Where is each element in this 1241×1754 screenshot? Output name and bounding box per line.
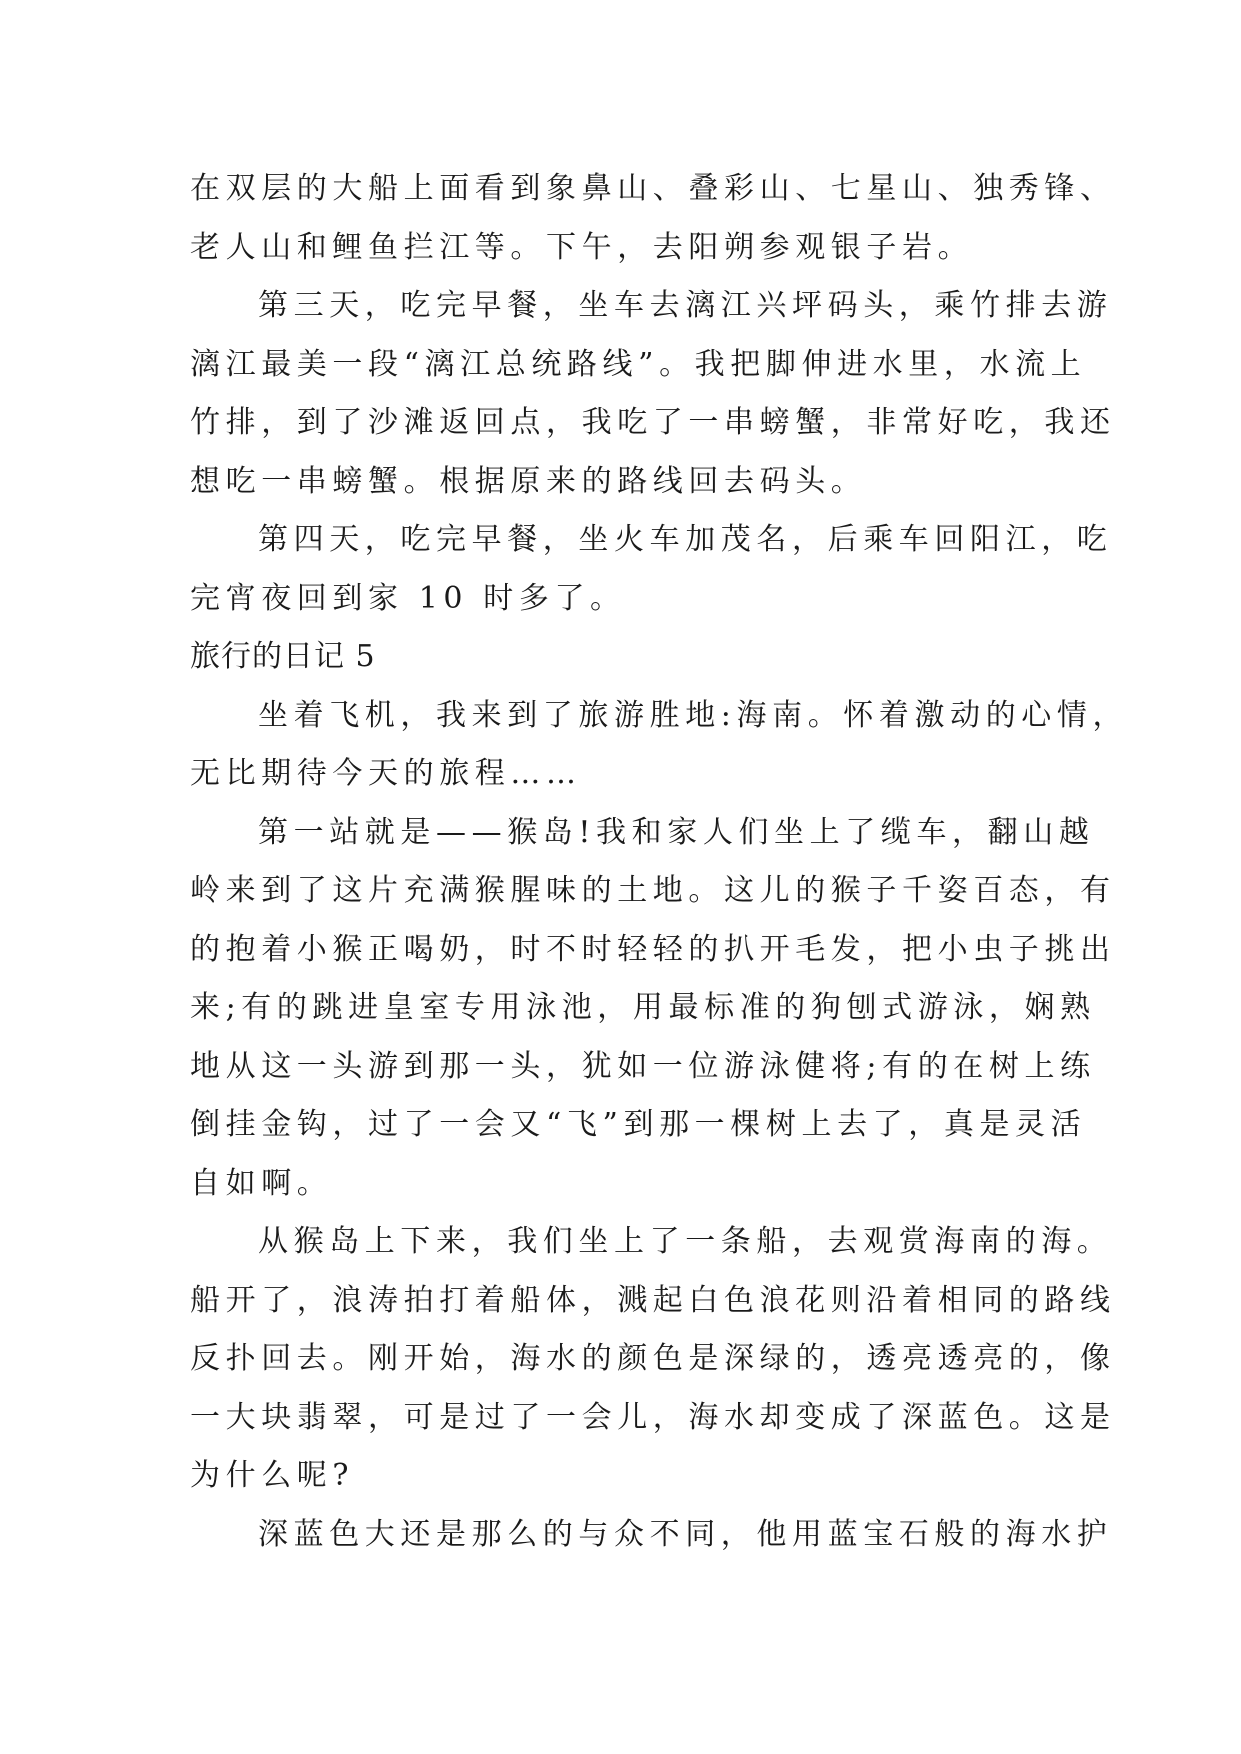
text-line: 老人山和鲤鱼拦江等。下午，去阳朔参观银子岩。 [190,229,974,265]
text-line: 一大块翡翠，可是过了一会儿，海水却变成了深蓝色。这是 [190,1399,1116,1435]
text-line: 竹排，到了沙滩返回点，我吃了一串螃蟹，非常好吃，我还 [190,405,1116,440]
text-line: 为什么呢? [190,1458,355,1493]
text-line: 的抱着小猴正喝奶，时不时轻轻的扒开毛发，把小虫子挑出 [190,931,1116,967]
paragraph-start-line: 从猴岛上下来，我们坐上了一条船，去观赏海南的海。 [258,1224,1113,1259]
text-line: 完宵夜回到家 10 时多了。 [190,580,626,616]
text-line: 地从这一头游到那一头，犹如一位游泳健将;有的在树上练 [190,1048,1096,1084]
text-line: 在双层的大船上面看到象鼻山、叠彩山、七星山、独秀锋、 [190,171,1116,206]
document-body [190,160,1129,1564]
text-line: 漓江最美一段“漓江总统路线”。我把脚伸进水里，水流上 [190,346,1087,382]
paragraph-start-line: 第四天，吃完早餐，坐火车加茂名，后乘车回阳江，吃 [258,522,1113,557]
text-line: 反扑回去。刚开始，海水的颜色是深绿的，透亮透亮的，像 [190,1341,1116,1376]
text-line: 想吃一串螃蟹。根据原来的路线回去码头。 [190,463,867,499]
text-line: 岭来到了这片充满猴腥味的土地。这儿的猴子千姿百态，有 [190,873,1116,908]
text-line: 无比期待今天的旅程…… [190,756,582,791]
text-line: 自如啊。 [190,1165,333,1201]
paragraph-start-line: 坐着飞机，我来到了旅游胜地:海南。怀着激动的心情， [258,697,1129,733]
text-line: 来;有的跳进皇室专用泳池，用最标准的狗刨式游泳，娴熟 [190,990,1096,1025]
paragraph-start-line: 第一站就是——猴岛!我和家人们坐上了缆车，翻山越 [258,814,1095,850]
text-line: 倒挂金钩，过了一会又“飞”到那一棵树上去了，真是灵活 [190,1107,1087,1142]
paragraph-start-line: 深蓝色大还是那么的与众不同，他用蓝宝石般的海水护 [258,1516,1113,1552]
paragraph-start-line: 第三天，吃完早餐，坐车去漓江兴坪码头，乘竹排去游 [258,288,1113,323]
text-line: 船开了，浪涛拍打着船体，溅起白色浪花则沿着相同的路线 [190,1282,1116,1318]
section-title: 旅行的日记 5 [190,639,376,674]
